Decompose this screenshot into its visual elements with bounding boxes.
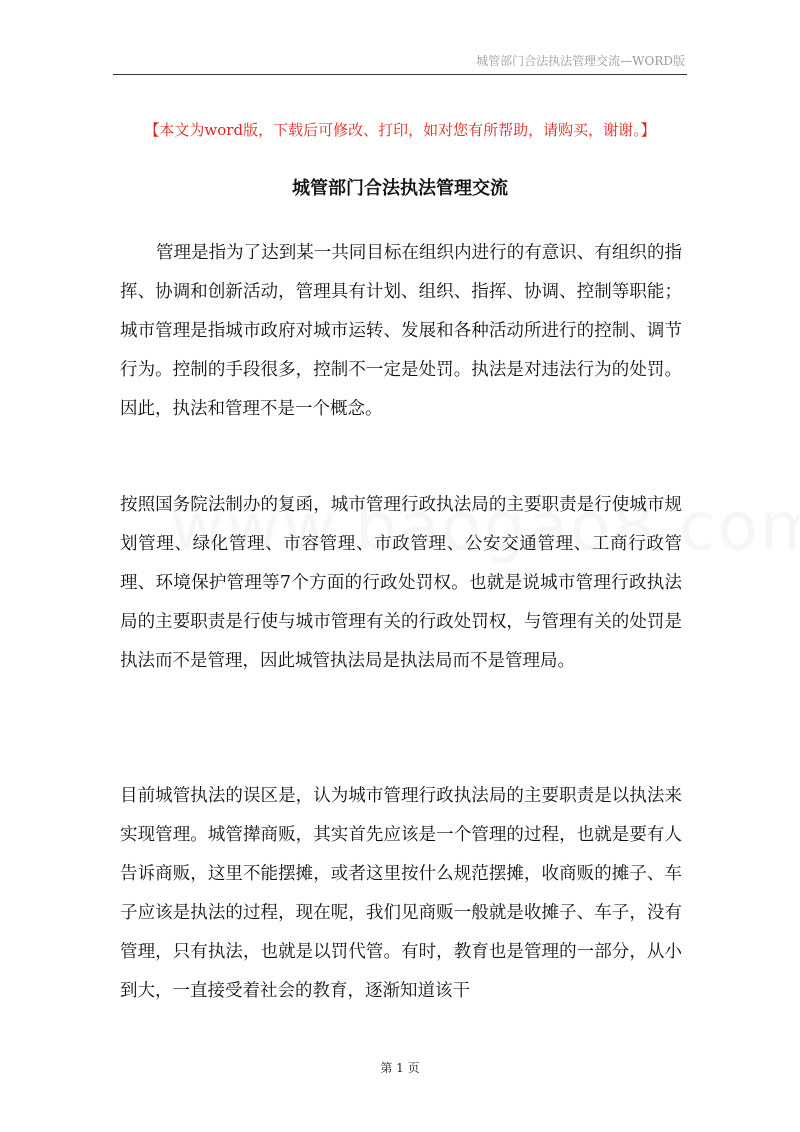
running-header: 城管部门合法执法管理交流—WORD版 xyxy=(476,54,685,68)
header-divider xyxy=(113,74,687,75)
paragraph-3: 目前城管执法的误区是，认为城市管理行政执法局的主要职责是以执法来实现管理。城管撵商贩，其实首先应该是一个管理的过程，也就是要有人告诉商贩，这里不能摆摊，或者这里按什么规范摆摊，收商贩的摊子、车子应该是执法的过程，现在呢，我们见商贩一般就是收摊子、车子，没有管理，只有执法，也就是以罚代管。有时，教育也是管理的一部分，从小到大，一直接受着社会的教育，逐渐知道该干 xyxy=(120,786,682,1001)
paragraph-2: 按照国务院法制办的复函，城市管理行政执法局的主要职责是行使城市规划管理、绿化管理、市容管理、市政管理、公安交通管理、工商行政管理、环境保护管理等7个方面的行政处罚权。也就是说城市管理行政执法局的主要职责是行使与城市管理有关的行政处罚权，与管理有关的处罚是执法而不是管理，因此城管执法局是执法局而不是管理局。 xyxy=(120,495,682,671)
page-number: 第 1 页 xyxy=(380,1061,420,1075)
paragraph-1: 管理是指为了达到某一共同目标在组织内进行的有意识、有组织的指挥、协调和创新活动，管理具有计划、组织、指挥、协调、控制等职能；城市管理是指城市政府对城市运转、发展和各种活动所进行的控制、调节行为。控制的手段很多，控制不一定是处罚。执法是对违法行为的处罚。因此，执法和管理不是一个概念。 xyxy=(120,243,682,419)
document-title: 城管部门合法执法管理交流 xyxy=(292,178,508,199)
purchase-notice: 【本文为word版，下载后可修改、打印，如对您有所帮助，请购买，谢谢。】 xyxy=(144,121,656,139)
